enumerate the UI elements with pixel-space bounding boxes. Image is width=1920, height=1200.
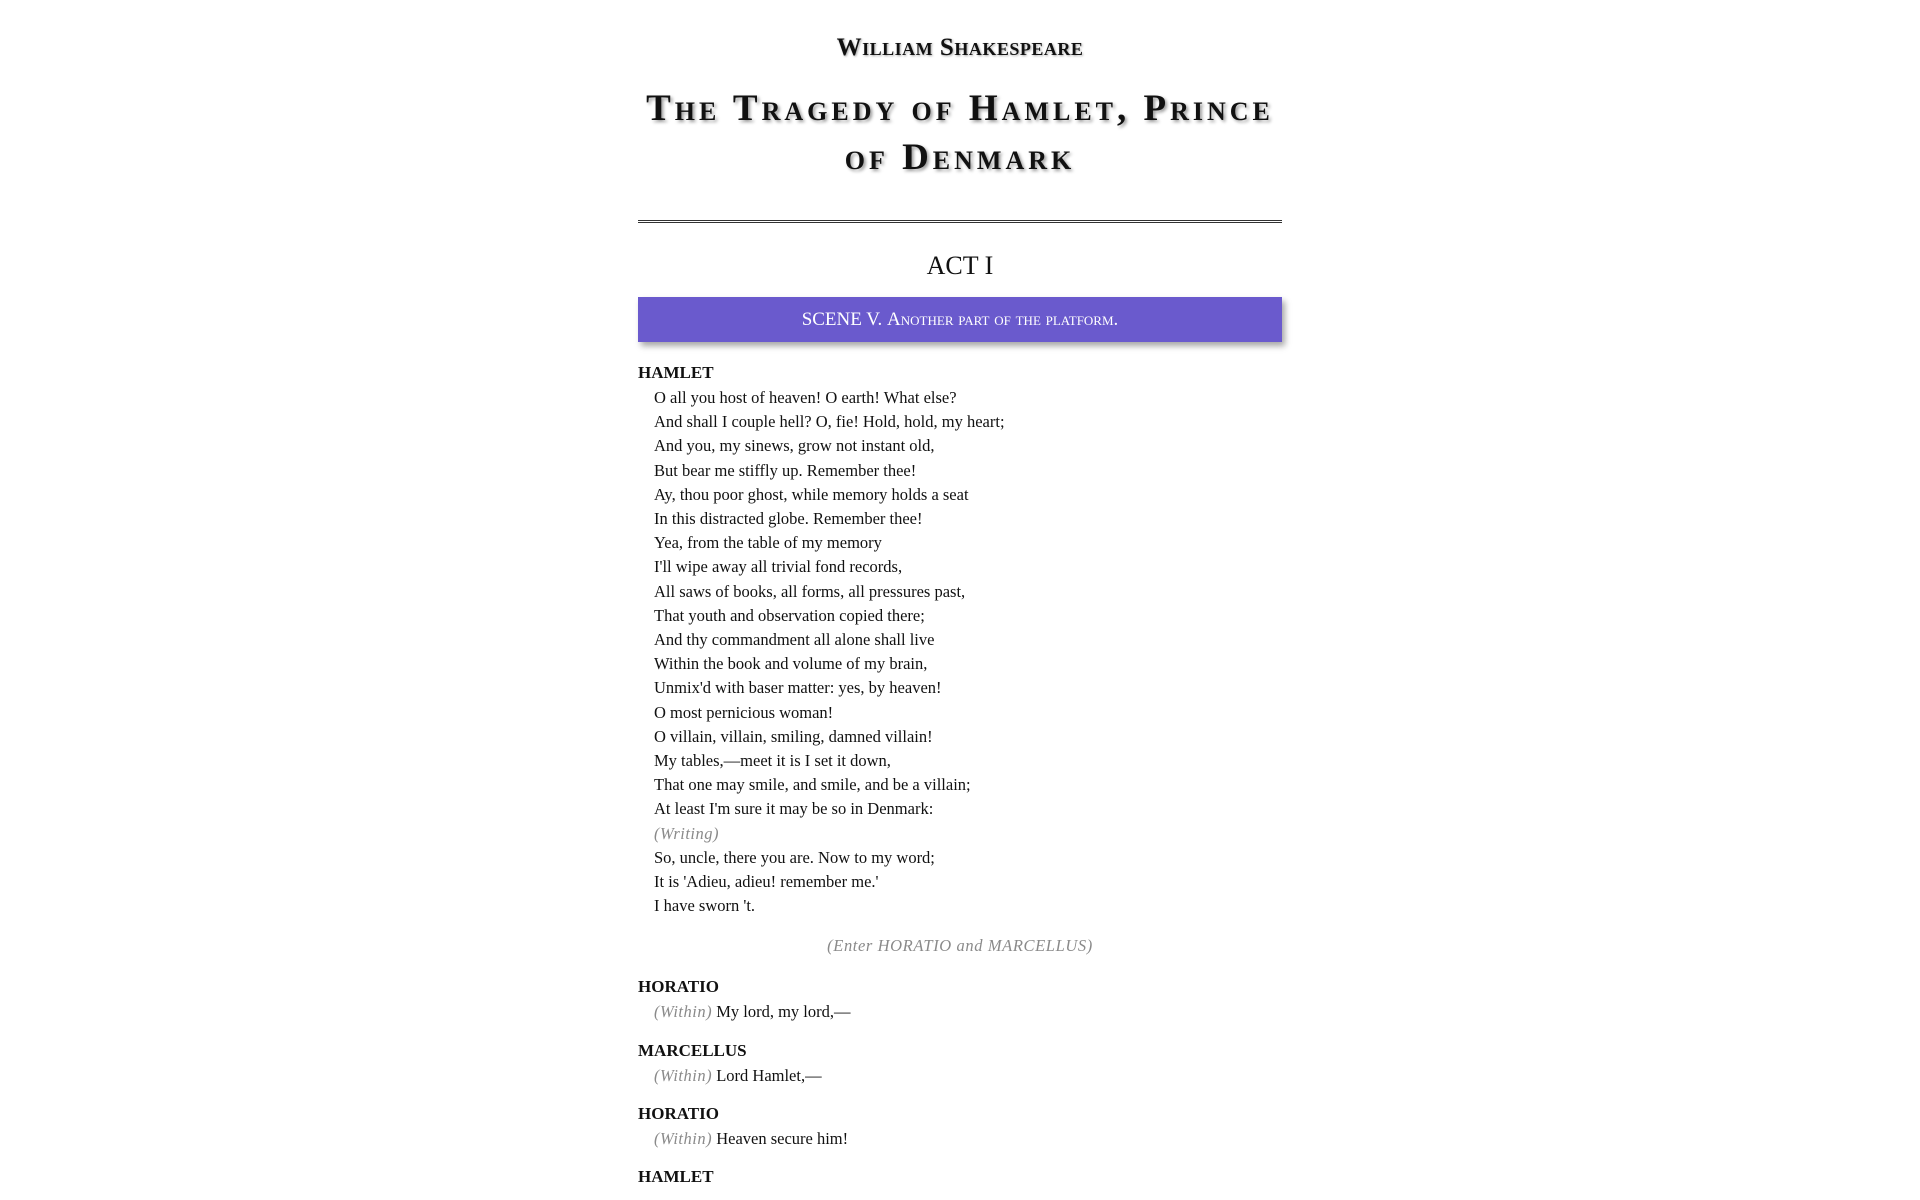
verse-line: Yea, from the table of my memory [654,533,882,553]
speech-lines [638,386,1282,918]
verse-line: O villain, villain, smiling, damned villain! [654,726,933,746]
verse-line: And you, my sinews, grow not instant old, [654,436,935,456]
verse-line: My tables,—meet it is I set it down, [654,751,891,771]
verse-line: And shall I couple hell? O, fie! Hold, hold, my heart; [654,412,1005,432]
verse-line: But bear me stiffly up. Remember thee! [654,460,917,480]
speaker-name: HORATIO [638,1103,719,1123]
verse-line: All saws of books, all forms, all pressures past, [654,581,966,601]
verse-line [654,1000,1282,1024]
inline-direction: (Within) [654,1128,713,1148]
speaker-name: MARCELLUS [638,1040,747,1060]
speech-lines [638,1064,1282,1088]
speech-horatio-2 [638,1103,1282,1151]
verse-line: I'll wipe away all trivial fond records, [654,557,903,577]
verse-line: And thy commandment all alone shall live [654,630,935,650]
verse-line: O most pernicious woman! [654,702,834,722]
verse-line: It is 'Adieu, adieu! remember me.' [654,872,879,892]
inline-direction: (Within) [654,1002,713,1022]
line-text: My lord, my lord,— [716,1002,851,1022]
speech-marcellus [638,1040,1282,1088]
scene-heading-bar [638,297,1282,342]
verse-line: I have sworn 't. [654,896,756,916]
speech-hamlet [638,362,1282,918]
speaker-name: HAMLET [638,1167,714,1187]
stage-direction: (Enter HORATIO and MARCELLUS) [827,936,1093,956]
verse-line: At least I'm sure it may be so in Denmark: [654,799,934,819]
author-name: William Shakespeare [836,34,1084,61]
inline-direction: (Within) [654,1065,713,1085]
stage-direction-inline: (Writing) [654,823,719,843]
verse-line: That one may smile, and smile, and be a villain; [654,775,971,795]
verse-line [654,1127,1282,1151]
verse-line: Within the book and volume of my brain, [654,654,928,674]
scene-location: Another part of the platform. [887,309,1119,330]
double-rule-divider [638,220,1282,223]
speaker-name: HAMLET [638,363,714,382]
speech-lines [638,1000,1282,1024]
verse-line: That youth and observation copied there; [654,605,925,625]
speech-horatio [638,976,1282,1024]
play-page [638,0,1282,1188]
verse-line: So, uncle, there you are. Now to my word; [654,847,935,867]
verse-line: In this distracted globe. Remember thee! [654,509,923,529]
verse-line: Ay, thou poor ghost, while memory holds a seat [654,484,969,504]
scene-label: SCENE V. [801,309,883,330]
speech-hamlet-2 [638,1166,1282,1188]
line-text: Lord Hamlet,— [716,1065,822,1085]
speaker-name: HORATIO [638,977,719,997]
verse-line: O all you host of heaven! O earth! What else? [654,388,957,407]
verse-line [654,1064,1282,1088]
play-title: The Tragedy of Hamlet, Prince of Denmark [646,88,1274,178]
speech-lines [638,1127,1282,1151]
act-heading: ACT I [926,251,994,280]
line-text: Heaven secure him! [716,1128,849,1148]
verse-line: Unmix'd with baser matter: yes, by heaven! [654,678,942,698]
